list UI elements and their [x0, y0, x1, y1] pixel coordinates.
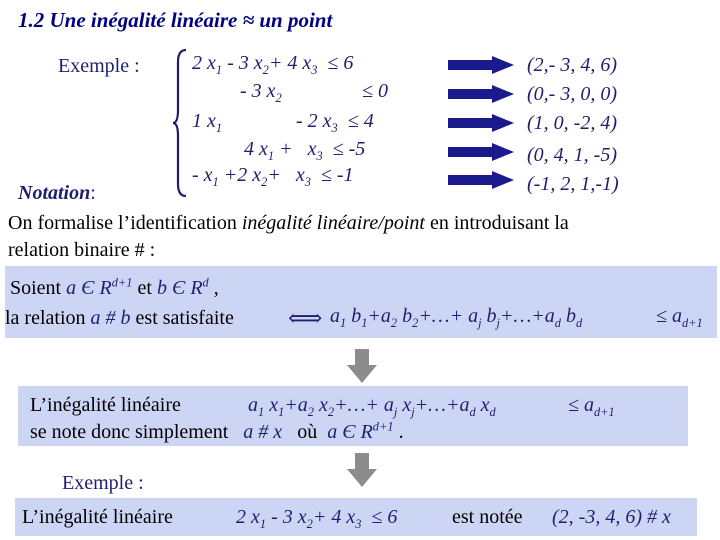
def-relation-tail: est satisfaite [130, 307, 234, 329]
notation-colon: : [90, 182, 96, 204]
system-row-3: 1 $x_1$ [192, 110, 223, 135]
notation-paragraph-line-2: relation binaire # : [8, 239, 156, 261]
note-relation: a # x [243, 421, 283, 443]
notation-paragraph-line-1 [8, 212, 569, 235]
def-relation-lead: la relation [5, 307, 91, 329]
point-5: (-1, 2, 1,-1) [527, 173, 619, 195]
system-row-4: 4 $x_1 + x_3 \le -5$ [244, 138, 366, 163]
definition-line-1 [10, 277, 219, 300]
mapping-arrow-3 [448, 114, 514, 132]
example2-formula: 2 $x_1 - 3$ $x_2+ 4$ $x_3 \le 6$ [236, 506, 398, 531]
example2-note: est notée [452, 506, 523, 528]
mapping-arrow-5 [448, 171, 514, 189]
notation-label: Notation [18, 182, 91, 204]
mapping-arrow-2 [448, 85, 514, 103]
definition-bound: ≤ $a_{d+1}$ [656, 305, 703, 330]
def-b-set: b Є $R^d$ [156, 275, 209, 299]
para-text-end: en introduisant la [424, 212, 569, 234]
notation-heading [18, 182, 96, 205]
point-2: (0,- 3, 0, 0) [527, 83, 617, 105]
point-3: (1, 0, -2, 4) [527, 112, 617, 134]
point-1: (2,- 3, 4, 6) [527, 54, 617, 76]
note-dot: . [398, 421, 404, 443]
slide-title: 1.2 Une inégalité linéaire ≈ un point [18, 8, 333, 32]
note-ou: où [297, 421, 318, 443]
note-lead: se note donc simplement [30, 421, 229, 443]
note-set: a Є $R^{d+1}$ [327, 419, 394, 443]
inequality-lead: L’inégalité linéaire [30, 394, 181, 416]
iff-arrow-icon: ⟺ [288, 306, 323, 332]
example-label: Exemple : [58, 55, 140, 77]
system-row-2: - 3 $x_2$ [240, 80, 282, 105]
para-text: On formalise l’identification [8, 212, 242, 234]
mapping-arrow-1 [448, 56, 514, 74]
def-relation: a # b [90, 307, 131, 329]
example2-point: (2, -3, 4, 6) # x [552, 506, 671, 528]
definition-formula: $a_1$ $b_1+a_2$ $b_2+\dots+ a_j$ $b_j+\dots+a_d$ $b_d$ [330, 305, 583, 330]
para-emphasis: inégalité linéaire/point [241, 212, 425, 234]
down-arrow-icon-2 [347, 453, 377, 487]
inequality-formula: $a_1$ $x_1+a_2$ $x_2+\dots+ a_j$ $x_j+\dots+a_d$ $x_d$ [248, 394, 496, 419]
example2-label: Exemple : [62, 472, 144, 494]
system-row-5: - $x_1 +2$ $x_2+ x_3 \le -1$ [192, 164, 354, 189]
system-brace [172, 48, 188, 198]
note-line [30, 421, 404, 444]
down-arrow-icon-1 [347, 349, 377, 383]
def-comma: , [208, 277, 219, 299]
def-a-set: a Є $R^{d+1}$ [66, 275, 133, 299]
def-soient: Soient [10, 277, 67, 299]
system-row-1: 2 $x_1 - 3$ $x_2+ 4$ $x_3 \le 6$ [192, 52, 354, 77]
system-row-2-rhs: ≤ 0 [362, 80, 388, 102]
inequality-bound: ≤ $a_{d+1}$ [568, 394, 615, 419]
point-4: (0, 4, 1, -5) [527, 144, 617, 166]
example2-lead: L’inégalité linéaire [22, 506, 173, 528]
def-et: et [132, 277, 157, 299]
definition-line-2 [5, 307, 234, 330]
mapping-arrow-4 [448, 143, 514, 161]
system-row-3-mid: - 2 $x_3 \le 4$ [296, 110, 374, 135]
